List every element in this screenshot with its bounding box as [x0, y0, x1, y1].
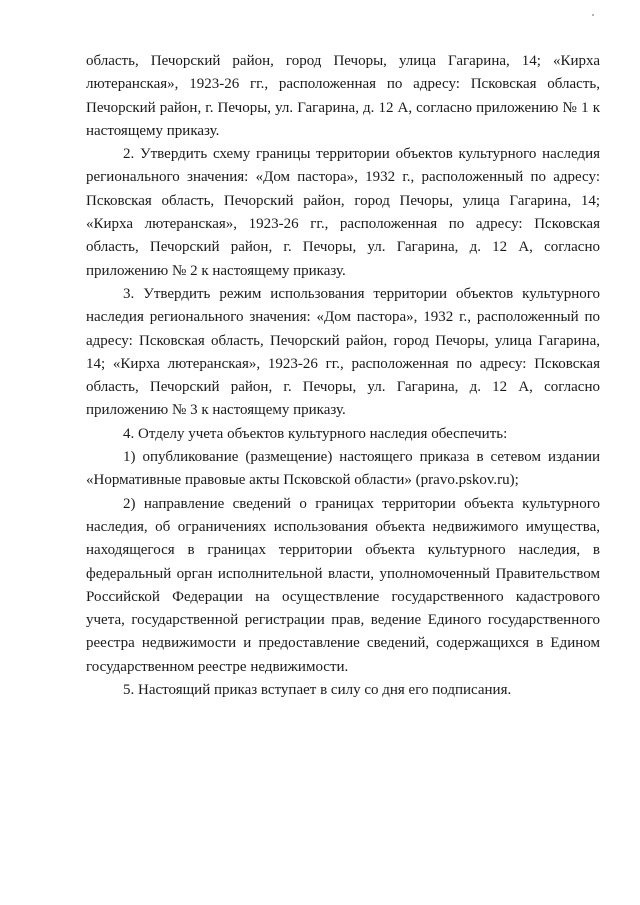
- paragraph-subitem-2: 2) направление сведений о границах территории объекта культурного наследия, об ограничениях использования объекта недвижимого имущества, находящегося в границах территории объекта культурного наследия, в федеральный орган исполнительной власти, уполномоченный Правительством Российской Федерации на осуществление государственного кадастрового учета, государственной регистрации прав, ведение Единого государственного реестра недвижимости и предоставление сведений, содержащихся в Едином государственном реестре недвижимости.: [86, 495, 600, 675]
- paragraph-item-5: 5. Настоящий приказ вступает в силу со дня его подписания.: [123, 682, 512, 699]
- document-body: [86, 50, 600, 702]
- paragraph-item-2: 2. Утвердить схему границы территории объектов культурного наследия регионального значения: «Дом пастора», 1932 г., расположенный по адресу: Псковская область, Печорский район, город Печоры, улица Гагарина, 14; «Кирха лютеранская», 1923-26 гг., расположенная по адресу: Псковская область, Печорский район, г. Печоры, ул. Гагарина, д. 12 А, согласно приложению № 2 к настоящему приказу.: [86, 146, 600, 279]
- paragraph-item-3: 3. Утвердить режим использования территории объектов культурного наследия регионального значения: «Дом пастора», 1932 г., расположенный по адресу: Псковская область, Печорский район, город Печоры, улица Гагарина, 14; «Кирха лютеранская», 1923-26 гг., расположенная по адресу: Псковская область, Печорский район, г. Печоры, ул. Гагарина, д. 12 А, согласно приложению № 3 к настоящему приказу.: [86, 285, 600, 419]
- paragraph-subitem-1: 1) опубликование (размещение) настоящего приказа в сетевом издании «Нормативные правовые акты Псковской области» (pravo.pskov.ru);: [86, 449, 600, 489]
- paragraph-item-4: 4. Отделу учета объектов культурного наследия обеспечить:: [123, 425, 508, 442]
- paragraph-continuation: область, Печорский район, город Печоры, улица Гагарина, 14; «Кирха лютеранская», 1923-26 гг., расположенная по адресу: Псковская область, Печорский район, г. Печоры, ул. Гагарина, д. 12 А, согласно приложению № 1 к настоящему приказу.: [86, 53, 600, 139]
- scan-speck: [592, 14, 594, 16]
